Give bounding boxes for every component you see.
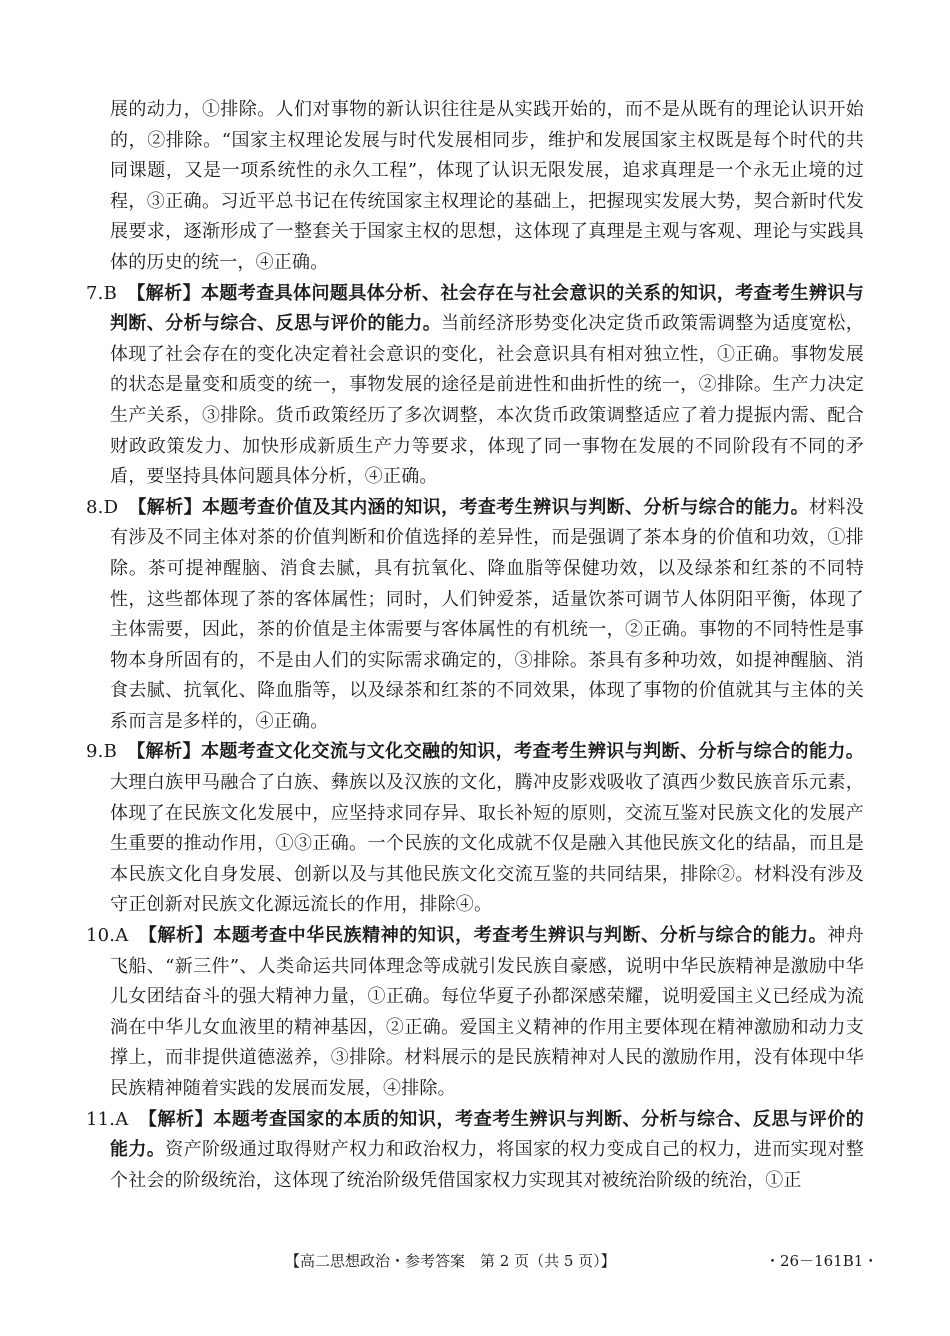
item-heading: 【解析】本题考查文化交流与文化交融的知识，考查考生辨识与判断、分析与综合的能力。 [127, 741, 864, 763]
item-body: 神舟飞船、“新三件”、人类命运共同体理念等成就引发民族自豪感，说明中华民族精神是激励中华儿女团结奋斗的强大精神力量，①正确。每位华夏子孙都深感荣耀，说明爱国主义已经成为流淌在中华儿女血液里的精神基因，②正确。爱国主义精神的作用主要体现在精神激励和动力支撑上，而非提供道德滋养，③排除。材料展示的是民族精神对人民的激励作用，没有体现中华民族精神随着实践的发展而发展，④排除。 [110, 925, 864, 1099]
item-answer: A [115, 925, 129, 947]
item-answer: B [103, 741, 118, 763]
item-heading: 【解析】本题考查中华民族精神的知识，考查考生辨识与判断、分析与综合的能力。 [138, 925, 828, 947]
item-body: 资产阶级通过取得财产权力和政治权力，将国家的权力变成自己的权力，进而实现对整个社会的阶级统治，这体现了统治阶级凭借国家权力实现其对被统治阶级的统治，①正 [110, 1139, 864, 1191]
item-heading: 【解析】本题考查价值及其内涵的知识，考查考生辨识与判断、分析与综合的能力。 [128, 496, 809, 518]
item-number: 8. [86, 496, 104, 518]
answer-item-7 [86, 279, 864, 493]
page-footer [0, 1249, 950, 1273]
item-body: 大理白族甲马融合了白族、彝族以及汉族的文化，腾冲皮影戏吸收了滇西少数民族音乐元素，体现了在民族文化发展中，应坚持求同存异、取长补短的原则，交流互鉴对民族文化的发展产生重要的推动作用，①③正确。一个民族的文化成就不仅是融入其他民族文化的结晶，而且是本民族文化自身发展、创新以及与其他民族文化交流互鉴的共同结果，排除②。材料没有涉及守正创新对民族文化源远流长的作用，排除④。 [110, 772, 864, 916]
answer-item-8 [86, 493, 864, 738]
footer-page-info: 【高二思想政治・参考答案 第 2 页（共 5 页）】 [285, 1252, 616, 1270]
answer-content [86, 95, 864, 1196]
item-number: 7. [86, 282, 104, 304]
answer-item-10 [86, 921, 864, 1105]
item-answer: B [103, 282, 118, 304]
answer-item-11 [86, 1105, 864, 1197]
footer-code: ・26－161B1・ [765, 1252, 879, 1270]
item-number: 11. [86, 1108, 116, 1130]
item-answer: A [115, 1108, 129, 1130]
item-number: 9. [86, 741, 104, 763]
item-number: 10. [86, 925, 116, 947]
item-heading: 【解析】本题考查国家的本质的知识，考查考生辨识与判断、分析与综合、反思与评价的能力。 [110, 1108, 864, 1161]
continuation-paragraph: 展的动力，①排除。人们对事物的新认识往往是从实践开始的，而不是从既有的理论认识开始的，②排除。“国家主权理论发展与时代发展相同步，维护和发展国家主权既是每个时代的共同课题，又是一项系统性的永久工程”，体现了认识无限发展，追求真理是一个永无止境的过程，③正确。习近平总书记在传统国家主权理论的基础上，把握现实发展大势，契合新时代发展要求，逐渐形成了一整套关于国家主权的思想，这体现了真理是主观与客观、理论与实践具体的历史的统一，④正确。 [110, 99, 864, 273]
answer-item-9 [86, 737, 864, 921]
item-body: 当前经济形势变化决定货币政策需调整为适度宽松，体现了社会存在的变化决定着社会意识的变化，社会意识具有相对独立性，①正确。事物发展的状态是量变和质变的统一，事物发展的途径是前进性和曲折性的统一，②排除。生产力决定生产关系，③排除。货币政策经历了多次调整，本次货币政策调整适应了着力提振内需、配合财政政策发力、加快形成新质生产力等要求，体现了同一事物在发展的不同阶段有不同的矛盾，要坚持具体问题具体分析，④正确。 [110, 313, 864, 488]
item-heading: 【解析】本题考查具体问题具体分析、社会存在与社会意识的关系的知识，考查考生辨识与判断、分析与综合、反思与评价的能力。 [110, 282, 864, 335]
item-body: 材料没有涉及不同主体对茶的价值判断和价值选择的差异性，而是强调了茶本身的价值和功效，①排除。茶可提神醒脑、消食去腻，具有抗氧化、降血脂等保健功效，以及绿茶和红茶的不同特性，这些都体现了茶的客体属性；同时，人们钟爱茶，适量饮茶可调节人体阴阳平衡，体现了主体需要，因此，茶的价值是主体需要与客体属性的有机统一，②正确。事物的不同特性是事物本身所固有的，不是由人们的实际需求确定的，③排除。茶具有多种功效，如提神醒脑、消食去腻、抗氧化、降血脂等，以及绿茶和红茶的不同效果，体现了事物的价值就其与主体的关系而言是多样的，④正确。 [110, 496, 864, 732]
item-answer: D [103, 496, 119, 518]
